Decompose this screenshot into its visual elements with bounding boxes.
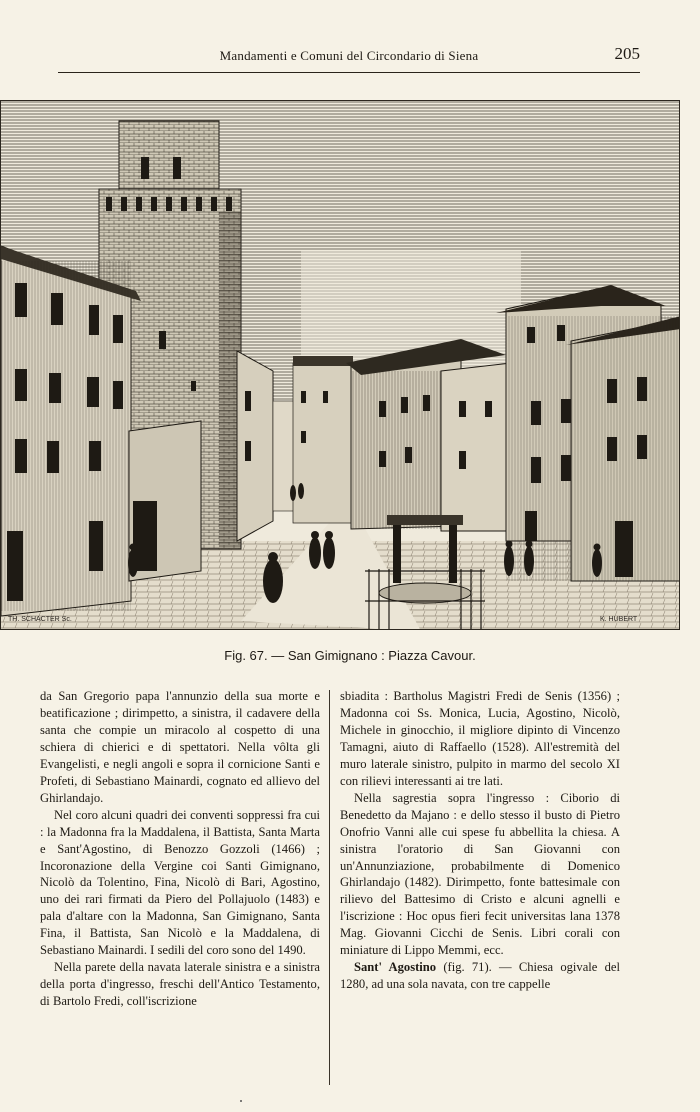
paragraph: Nella sagrestia sopra l'ingresso : Ciborio di Benedetto da Majano : e dello stesso il busto di Pietro Onofrio Vanni alle cui spese fu abbellita la chiesa. A sinistra l'oratorio di San Giovanni con un'Annunziazione, probabilmente di Domenico Ghirlandajo (1482). Dirimpetto, fonte battesimale con rilievo del Battesimo di Cristo e alcuni agnelli e l'iscrizione : Hoc opus fieri fecit universitas lana 1378 Mag. Giovanni Cicchi de Senis. Libri corali con miniature di Lippo Memmi, ecc. — [340, 790, 620, 958]
paragraph — [340, 959, 620, 993]
running-title: Mandamenti e Comuni del Circondario di Siena — [219, 48, 479, 63]
paragraph: Nel coro alcuni quadri dei conventi soppressi fra cui : la Madonna fra la Maddalena, il Battista, Santa Marta e Sant'Agostino, di Benozzo Gozzoli (1466) ; Incoronazione della Vergine coi Santi Gimignano, Nicolò da Tolentino, Fina, Nicolò di Bari, Agostino, uno dei rari firmati da Piero del Pollajuolo (1483) e pala d'altare con la Madonna, San Gimignano, Santa Fina, il Battista, San Nicolò e la Maddalena, di Sebastiano Mainardi. I sedili del coro sono del 1490. — [40, 807, 320, 958]
paragraph: sbiadita : Bartholus Magistri Fredi de Senis (1356) ; Madonna coi Ss. Monica, Lucia, Agostino, Nicolò, Michele in ginocchio, il migliore dipinto di Vincenzo Tamagni, aiuto di Raffaello (1528). All'estremità del muro laterale sinistro, pulpito in marmo del secolo XI con rilievi interessanti ai tre lati. — [340, 689, 620, 788]
page-number: 205 — [614, 44, 640, 63]
paragraph-text: (fig. 71). — Chiesa ogivale del 1280, ad una sola navata, con tre cappelle — [340, 960, 620, 992]
column-divider — [329, 690, 330, 1085]
print-mark — [240, 1100, 242, 1102]
engraver-signature-right: K. HUBERT — [600, 616, 638, 623]
page-header — [58, 44, 640, 73]
figure-caption: Fig. 67. — San Gimignano : Piazza Cavour. — [224, 648, 476, 663]
section-heading: Sant' Agostino — [354, 960, 437, 975]
text-column-left — [40, 688, 320, 1010]
paragraph: da San Gregorio papa l'annunzio della sua morte e beatificazione ; dirimpetto, a sinistra, il cadavere della santa che compie un miracolo al cospetto di una schiera di chierici e di spettatori. Nella vôlta gli Evangelisti, e negli angoli e sopra il cornicione Santi e Profeti, di Sebastiano Mainardi, cognato ed allievo del Ghirlandajo. — [40, 689, 320, 805]
engraving-piazza-cavour — [0, 100, 680, 630]
text-column-right — [340, 688, 620, 993]
paragraph: Nella parete della navata laterale sinistra e a sinistra della porta d'ingresso, freschi dell'Antico Testamento, di Bartolo Fredi, coll'iscrizione — [40, 960, 320, 1009]
engraver-signature-left: TH. SCHACTER Sc. — [8, 616, 72, 623]
